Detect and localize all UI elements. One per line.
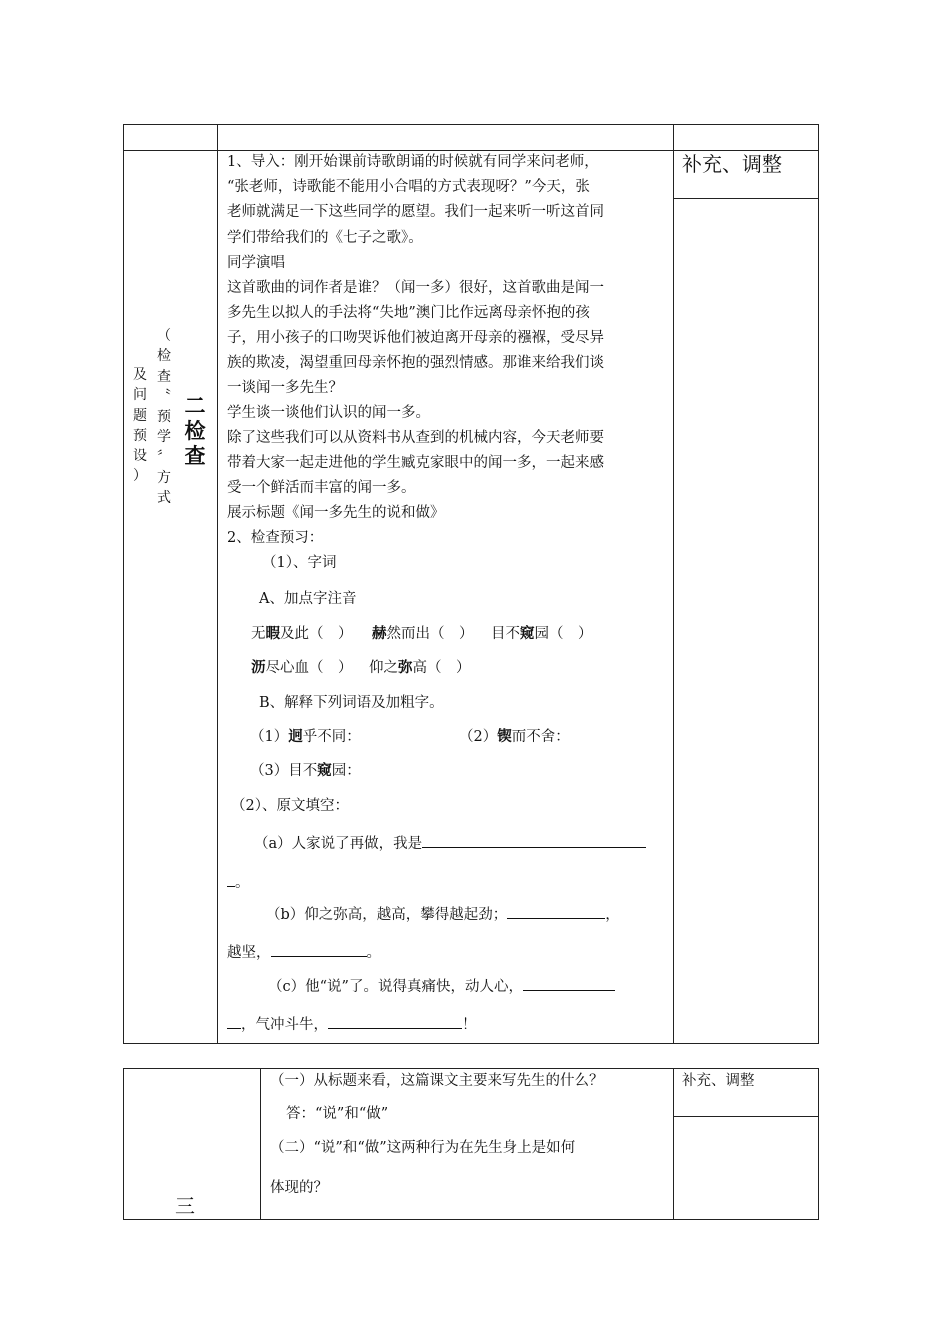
blank-line <box>227 873 235 887</box>
blank-line <box>523 977 615 991</box>
text-line: 学生谈一谈他们认识的闻一多。 <box>227 405 430 421</box>
explain-item: （2）锲而不舍： <box>459 728 570 745</box>
pinyin-item: 无暇及此（ ） <box>251 625 353 642</box>
section-label-3: 三 <box>175 1194 195 1218</box>
text-line: 同学演唱 <box>227 255 285 271</box>
answer-1: 答：“说”和“做” <box>286 1106 389 1122</box>
table-border <box>123 124 124 1044</box>
vertical-char: 查 <box>184 443 206 469</box>
vertical-char: 式 <box>157 490 171 507</box>
table-border <box>123 124 819 125</box>
fill-title: （2）、原文填空： <box>231 798 349 814</box>
table-border <box>123 1043 819 1044</box>
vertical-char: ） <box>133 468 147 485</box>
text-line: 展示标题《闻一多先生的说和做》 <box>227 505 445 521</box>
vertical-char: 查 <box>157 368 171 385</box>
text-line: 族的欺凌，渴望重回母亲怀抱的强烈情感。那谁来给我们谈 <box>227 355 604 371</box>
vertical-char: 检 <box>157 348 171 365</box>
vertical-char: （ <box>157 328 171 344</box>
text-line: 除了这些我们可以从资料书从查到的机械内容，今天老师要 <box>227 430 604 446</box>
vertical-char: 检 <box>184 418 206 444</box>
pinyin-item: 沥尽心血（ ） <box>251 659 353 676</box>
text-line: 多先生以拟人的手法将“失地”澳门比作远离母亲怀抱的孩 <box>227 305 590 321</box>
fill-a: （a）人家说了再做，我是 <box>254 834 646 852</box>
explain-item: （1）迥乎不同： <box>250 728 361 745</box>
vertical-char: 及 <box>133 367 147 383</box>
table-border <box>673 124 674 1044</box>
pinyin-item: 目不窥园（ ） <box>491 625 593 642</box>
blank-line <box>422 834 646 848</box>
table-border <box>123 150 819 151</box>
vertical-char: 题 <box>133 407 147 424</box>
table-border <box>123 1219 819 1220</box>
question-2: （二）“说”和“做”这两种行为在先生身上是如何 <box>270 1140 576 1156</box>
text-line: 老师就满足一下这些同学的愿望。我们一起来听一听这首同 <box>227 204 604 220</box>
text-line: 2、检查预习： <box>227 530 324 546</box>
fill-c: （c）他“说”了。说得真痛快，动人心， <box>268 977 615 995</box>
explain-item: （3）目不窥园： <box>250 762 361 779</box>
question-1: （一）从标题来看，这篇课文主要来写先生的什么？ <box>270 1073 604 1089</box>
vertical-char: 学 <box>157 429 171 446</box>
fill-b2: 越坚， 。 <box>227 945 381 961</box>
table-border <box>217 124 218 1044</box>
vertical-char: 二 <box>184 393 206 418</box>
vertical-char: 〝 <box>157 388 171 405</box>
table-border <box>673 1116 819 1117</box>
vertical-char: 预 <box>157 409 171 426</box>
table-border <box>123 1068 124 1220</box>
blank-line <box>271 943 367 957</box>
pinyin-item: 仰之弥高（ ） <box>369 659 471 676</box>
fill-c2: ，气冲斗牛， ！ <box>227 1015 477 1033</box>
table-border <box>818 1068 819 1220</box>
side-label-b <box>132 365 148 487</box>
table-border <box>673 1068 674 1220</box>
vertical-char: 〞 <box>157 449 171 466</box>
table-border <box>673 198 819 199</box>
section-label-2 <box>183 393 207 469</box>
side-label-a <box>156 326 172 509</box>
blank-line <box>507 905 605 919</box>
question-2-cont: 体现的？ <box>270 1180 328 1196</box>
text-line: （1）、字词 <box>262 555 337 571</box>
pinyin-item: 赫然而出（ ） <box>372 625 474 642</box>
table-border <box>818 124 819 1044</box>
fill-a-end: 。 <box>227 873 250 891</box>
text-line: 1、导入：刚开始课前诗歌朗诵的时候就有同学来问老师， <box>227 154 599 170</box>
text-line: A、加点字注音 <box>259 591 357 607</box>
text-line: 这首歌曲的词作者是谁？（闻一多）很好，这首歌曲是闻一 <box>227 280 604 296</box>
blank-line <box>227 1015 241 1029</box>
table-border <box>260 1068 261 1220</box>
text-line: 子，用小孩子的口吻哭诉他们被迫离开母亲的襁褓，受尽异 <box>227 330 604 346</box>
vertical-char: 方 <box>157 470 171 487</box>
text-line: “张老师，诗歌能不能用小合唱的方式表现呀？”今天，张 <box>227 179 590 195</box>
explain-title: B、解释下列词语及加粗字。 <box>259 695 444 711</box>
fill-b: （b）仰之弥高，越高，攀得越起劲； ， <box>266 907 620 923</box>
table-border <box>123 1068 819 1069</box>
vertical-char: 设 <box>133 448 147 465</box>
blank-line <box>328 1015 462 1029</box>
side-header: 补充、调整 <box>682 152 782 176</box>
text-line: 一谈闻一多先生？ <box>227 380 343 396</box>
side-header: 补充、调整 <box>682 1073 755 1089</box>
text-line: 受一个鲜活而丰富的闻一多。 <box>227 480 416 496</box>
vertical-char: 预 <box>133 427 147 444</box>
vertical-char: 问 <box>133 387 147 404</box>
text-line: 学们带给我们的《七子之歌》。 <box>227 230 423 246</box>
text-line: 带着大家一起走进他的学生臧克家眼中的闻一多，一起来感 <box>227 455 604 471</box>
